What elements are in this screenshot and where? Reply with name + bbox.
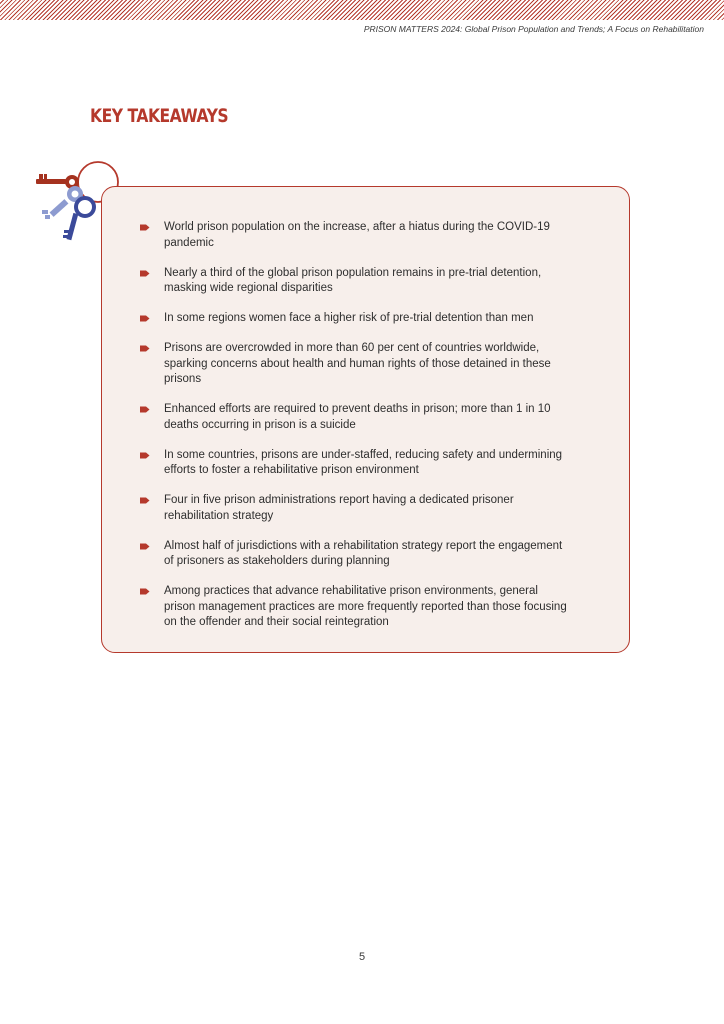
bullet-arrow-icon [140,497,150,504]
takeaway-item [140,402,570,433]
key-takeaways-box [101,186,630,653]
takeaway-text: Nearly a third of the global prison population remains in pre-trial detention, masking wide regional disparities [164,266,542,294]
bullet-arrow-icon [140,224,150,231]
section-title: KEY TAKEAWAYS [90,105,229,127]
takeaway-item [140,448,570,479]
takeaway-text: Enhanced efforts are required to prevent deaths in prison; more than 1 in 10 deaths occurring in prison is a suicide [164,403,551,431]
takeaway-text: In some regions women face a higher risk of pre-trial detention than men [164,312,534,324]
takeaway-item [140,220,570,251]
takeaway-text: Four in five prison administrations report having a dedicated prisoner rehabilitation strategy [164,494,514,522]
bullet-arrow-icon [140,345,150,352]
bullet-arrow-icon [140,543,150,550]
takeaway-text: In some countries, prisons are under-staffed, reducing safety and undermining efforts to foster a rehabilitative prison environment [164,448,563,476]
dark-blue-key-ring [76,198,94,216]
bullet-arrow-icon [140,406,150,413]
takeaway-text: World prison population on the increase, after a hiatus during the COVID-19 pandemic [164,221,550,249]
takeaway-item [140,584,570,631]
bullet-arrow-icon [140,452,150,459]
bullet-arrow-icon [140,315,150,322]
takeaway-text: Among practices that advance rehabilitative prison environments, general prison management practices are more frequently reported than those focusing on the offender and their social reintegration [164,585,567,628]
takeaway-item [140,493,570,524]
takeaway-item [140,341,570,388]
dark-blue-key-icon [63,213,78,240]
takeaway-item [140,539,570,570]
running-header: PRISON MATTERS 2024: Global Prison Population and Trends; A Focus on Rehabilitation [363,24,704,34]
bullet-arrow-icon [140,588,150,595]
takeaways-list [140,220,570,631]
takeaway-item [140,311,570,327]
decorative-hatch-band [0,0,724,20]
takeaway-text: Prisons are overcrowded in more than 60 per cent of countries worldwide, sparking concerns about health and human rights of those detained in these prisons [164,342,551,385]
takeaway-text: Almost half of jurisdictions with a rehabilitation strategy report the engagement of prisoners as stakeholders during planning [164,539,563,567]
bullet-arrow-icon [140,270,150,277]
takeaway-item [140,266,570,297]
page-number: 5 [358,951,366,963]
